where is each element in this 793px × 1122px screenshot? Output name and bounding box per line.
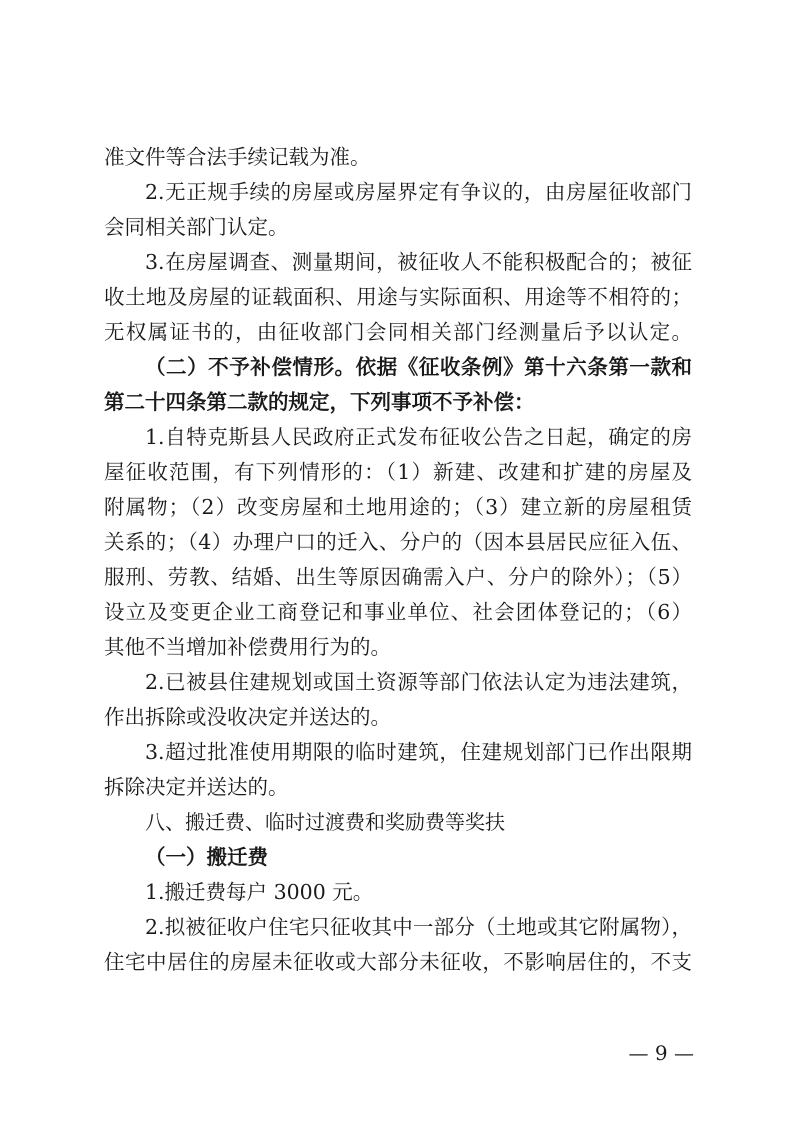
text-line: 无权属证书的，由征收部门会同相关部门经测量后予以认定。 xyxy=(104,320,692,344)
text-line: 收土地及房屋的证载面积、用途与实际面积、用途等不相符的； xyxy=(104,285,692,309)
text-line: 住宅中居住的房屋未征收或大部分未征收，不影响居住的，不支 xyxy=(104,950,692,974)
subsection-heading: （一）搬迁费 xyxy=(145,845,268,869)
text-line: 其他不当增加补偿费用行为的。 xyxy=(104,635,391,659)
section-heading-line: （二）不予补偿情形。依据《征收条例》第十六条第一款和 xyxy=(145,355,692,379)
text-line: 3.超过批准使用期限的临时建筑，住建规划部门已作出限期 xyxy=(145,740,692,764)
text-line: 附属物；（2）改变房屋和土地用途的；（3）建立新的房屋租赁 xyxy=(104,495,692,519)
text-line: 会同相关部门认定。 xyxy=(104,215,289,239)
body-text xyxy=(104,140,692,980)
text-line: 2.拟被征收户住宅只征收其中一部分（土地或其它附属物）， xyxy=(145,915,692,939)
text-line: 1.搬迁费每户 3000 元。 xyxy=(145,880,374,904)
text-line: 关系的；（4）办理户口的迁入、分户的（因本县居民应征入伍、 xyxy=(104,530,692,554)
page-number: — 9 — xyxy=(628,1041,694,1065)
section-heading-line: 第二十四条第二款的规定，下列事项不予补偿： xyxy=(104,390,535,414)
text-line: 3.在房屋调查、测量期间，被征收人不能积极配合的；被征 xyxy=(145,250,692,274)
text-line: 1.自特克斯县人民政府正式发布征收公告之日起，确定的房 xyxy=(145,425,692,449)
text-line: 设立及变更企业工商登记和事业单位、社会团体登记的；（6） xyxy=(104,600,692,624)
text-line: 准文件等合法手续记载为准。 xyxy=(104,145,371,169)
text-line: 拆除决定并送达的。 xyxy=(104,775,289,799)
text-line: 作出拆除或没收决定并送达的。 xyxy=(104,705,391,729)
text-line: 2.已被县住建规划或国土资源等部门依法认定为违法建筑， xyxy=(145,670,692,694)
chapter-heading: 八、搬迁费、临时过渡费和奖励费等奖扶 xyxy=(145,810,505,834)
text-line: 2.无正规手续的房屋或房屋界定有争议的，由房屋征收部门 xyxy=(145,180,692,204)
text-line: 服刑、劳教、结婚、出生等原因确需入户、分户的除外）；（5） xyxy=(104,565,692,589)
text-line: 屋征收范围，有下列情形的：（1）新建、改建和扩建的房屋及 xyxy=(104,460,692,484)
